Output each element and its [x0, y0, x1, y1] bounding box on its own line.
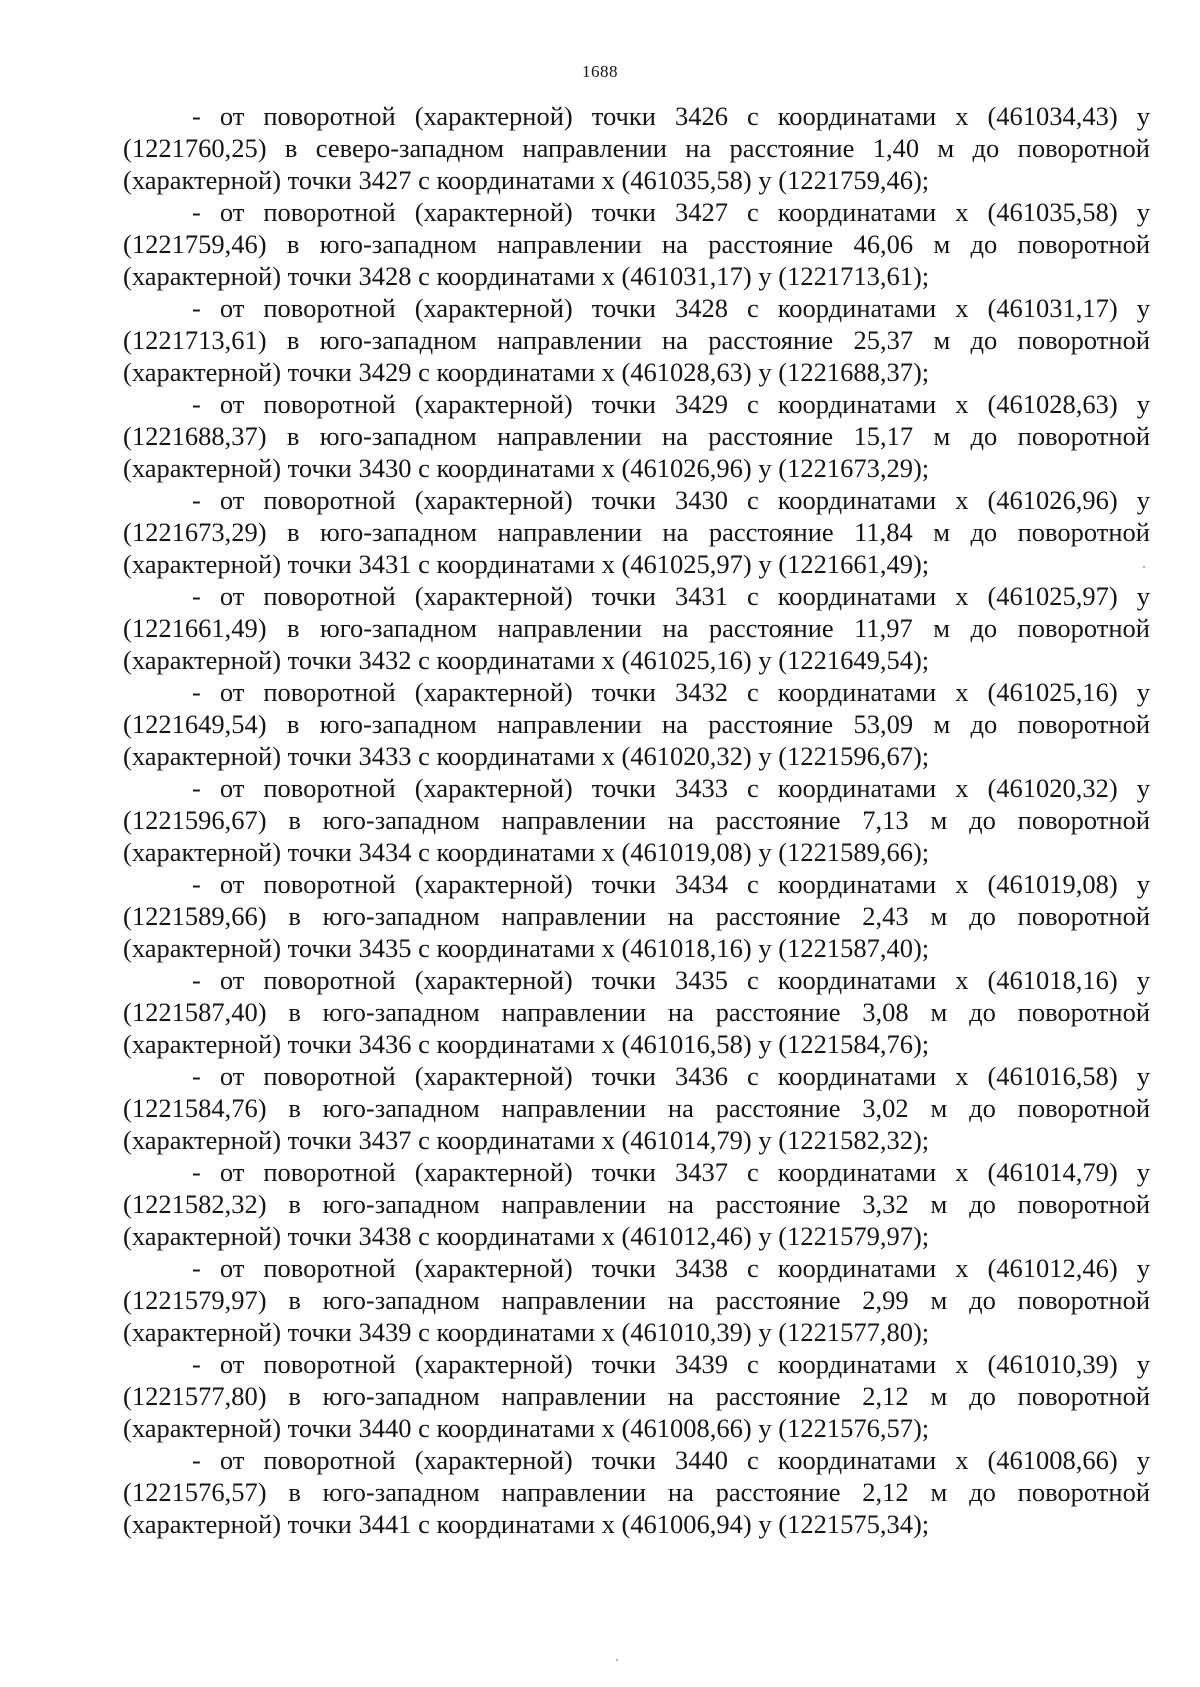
boundary-segment-paragraph: - от поворотной (характерной) точки 3433 с координатами х (461020,32) у (1221596,67) в юго-западном направлении на расстояние 7,13 м до поворотной (характерной) точки 3434 с координатами х (461019,08) у (1221589,66); [123, 773, 1150, 867]
scan-speck [1143, 566, 1145, 568]
scan-speck [616, 1659, 618, 1661]
boundary-segment-paragraph: - от поворотной (характерной) точки 3438 с координатами х (461012,46) у (1221579,97) в юго-западном направлении на расстояние 2,99 м до поворотной (характерной) точки 3439 с координатами х (461010,39) у (1221577,80); [123, 1253, 1150, 1347]
boundary-segment-paragraph: - от поворотной (характерной) точки 3427 с координатами х (461035,58) у (1221759,46) в юго-западном направлении на расстояние 46,06 м до поворотной (характерной) точки 3428 с координатами х (461031,17) у (1221713,61); [123, 197, 1150, 291]
boundary-segment-paragraph: - от поворотной (характерной) точки 3434 с координатами х (461019,08) у (1221589,66) в юго-западном направлении на расстояние 2,43 м до поворотной (характерной) точки 3435 с координатами х (461018,16) у (1221587,40); [123, 869, 1150, 963]
boundary-segment-paragraph: - от поворотной (характерной) точки 3429 с координатами х (461028,63) у (1221688,37) в юго-западном направлении на расстояние 15,17 м до поворотной (характерной) точки 3430 с координатами х (461026,96) у (1221673,29); [123, 389, 1150, 483]
boundary-segment-paragraph: - от поворотной (характерной) точки 3431 с координатами х (461025,97) у (1221661,49) в юго-западном направлении на расстояние 11,97 м до поворотной (характерной) точки 3432 с координатами х (461025,16) у (1221649,54); [123, 581, 1150, 675]
boundary-description [123, 100, 1150, 1540]
page-number: 1688 [582, 62, 618, 81]
boundary-segment-paragraph: - от поворотной (характерной) точки 3435 с координатами х (461018,16) у (1221587,40) в юго-западном направлении на расстояние 3,08 м до поворотной (характерной) точки 3436 с координатами х (461016,58) у (1221584,76); [123, 965, 1150, 1059]
boundary-segment-paragraph: - от поворотной (характерной) точки 3426 с координатами х (461034,43) у (1221760,25) в северо-западном направлении на расстояние 1,40 м до поворотной (характерной) точки 3427 с координатами х (461035,58) у (1221759,46); [123, 101, 1150, 195]
boundary-segment-paragraph: - от поворотной (характерной) точки 3432 с координатами х (461025,16) у (1221649,54) в юго-западном направлении на расстояние 53,09 м до поворотной (характерной) точки 3433 с координатами х (461020,32) у (1221596,67); [123, 677, 1150, 771]
boundary-segment-paragraph: - от поворотной (характерной) точки 3440 с координатами х (461008,66) у (1221576,57) в юго-западном направлении на расстояние 2,12 м до поворотной (характерной) точки 3441 с координатами х (461006,94) у (1221575,34); [123, 1445, 1150, 1539]
boundary-segment-paragraph: - от поворотной (характерной) точки 3436 с координатами х (461016,58) у (1221584,76) в юго-западном направлении на расстояние 3,02 м до поворотной (характерной) точки 3437 с координатами х (461014,79) у (1221582,32); [123, 1061, 1150, 1155]
boundary-segment-paragraph: - от поворотной (характерной) точки 3439 с координатами х (461010,39) у (1221577,80) в юго-западном направлении на расстояние 2,12 м до поворотной (характерной) точки 3440 с координатами х (461008,66) у (1221576,57); [123, 1349, 1150, 1443]
boundary-segment-paragraph: - от поворотной (характерной) точки 3428 с координатами х (461031,17) у (1221713,61) в юго-западном направлении на расстояние 25,37 м до поворотной (характерной) точки 3429 с координатами х (461028,63) у (1221688,37); [123, 293, 1150, 387]
boundary-segment-paragraph: - от поворотной (характерной) точки 3437 с координатами х (461014,79) у (1221582,32) в юго-западном направлении на расстояние 3,32 м до поворотной (характерной) точки 3438 с координатами х (461012,46) у (1221579,97); [123, 1157, 1150, 1251]
boundary-segment-paragraph: - от поворотной (характерной) точки 3430 с координатами х (461026,96) у (1221673,29) в юго-западном направлении на расстояние 11,84 м до поворотной (характерной) точки 3431 с координатами х (461025,97) у (1221661,49); [123, 485, 1150, 579]
